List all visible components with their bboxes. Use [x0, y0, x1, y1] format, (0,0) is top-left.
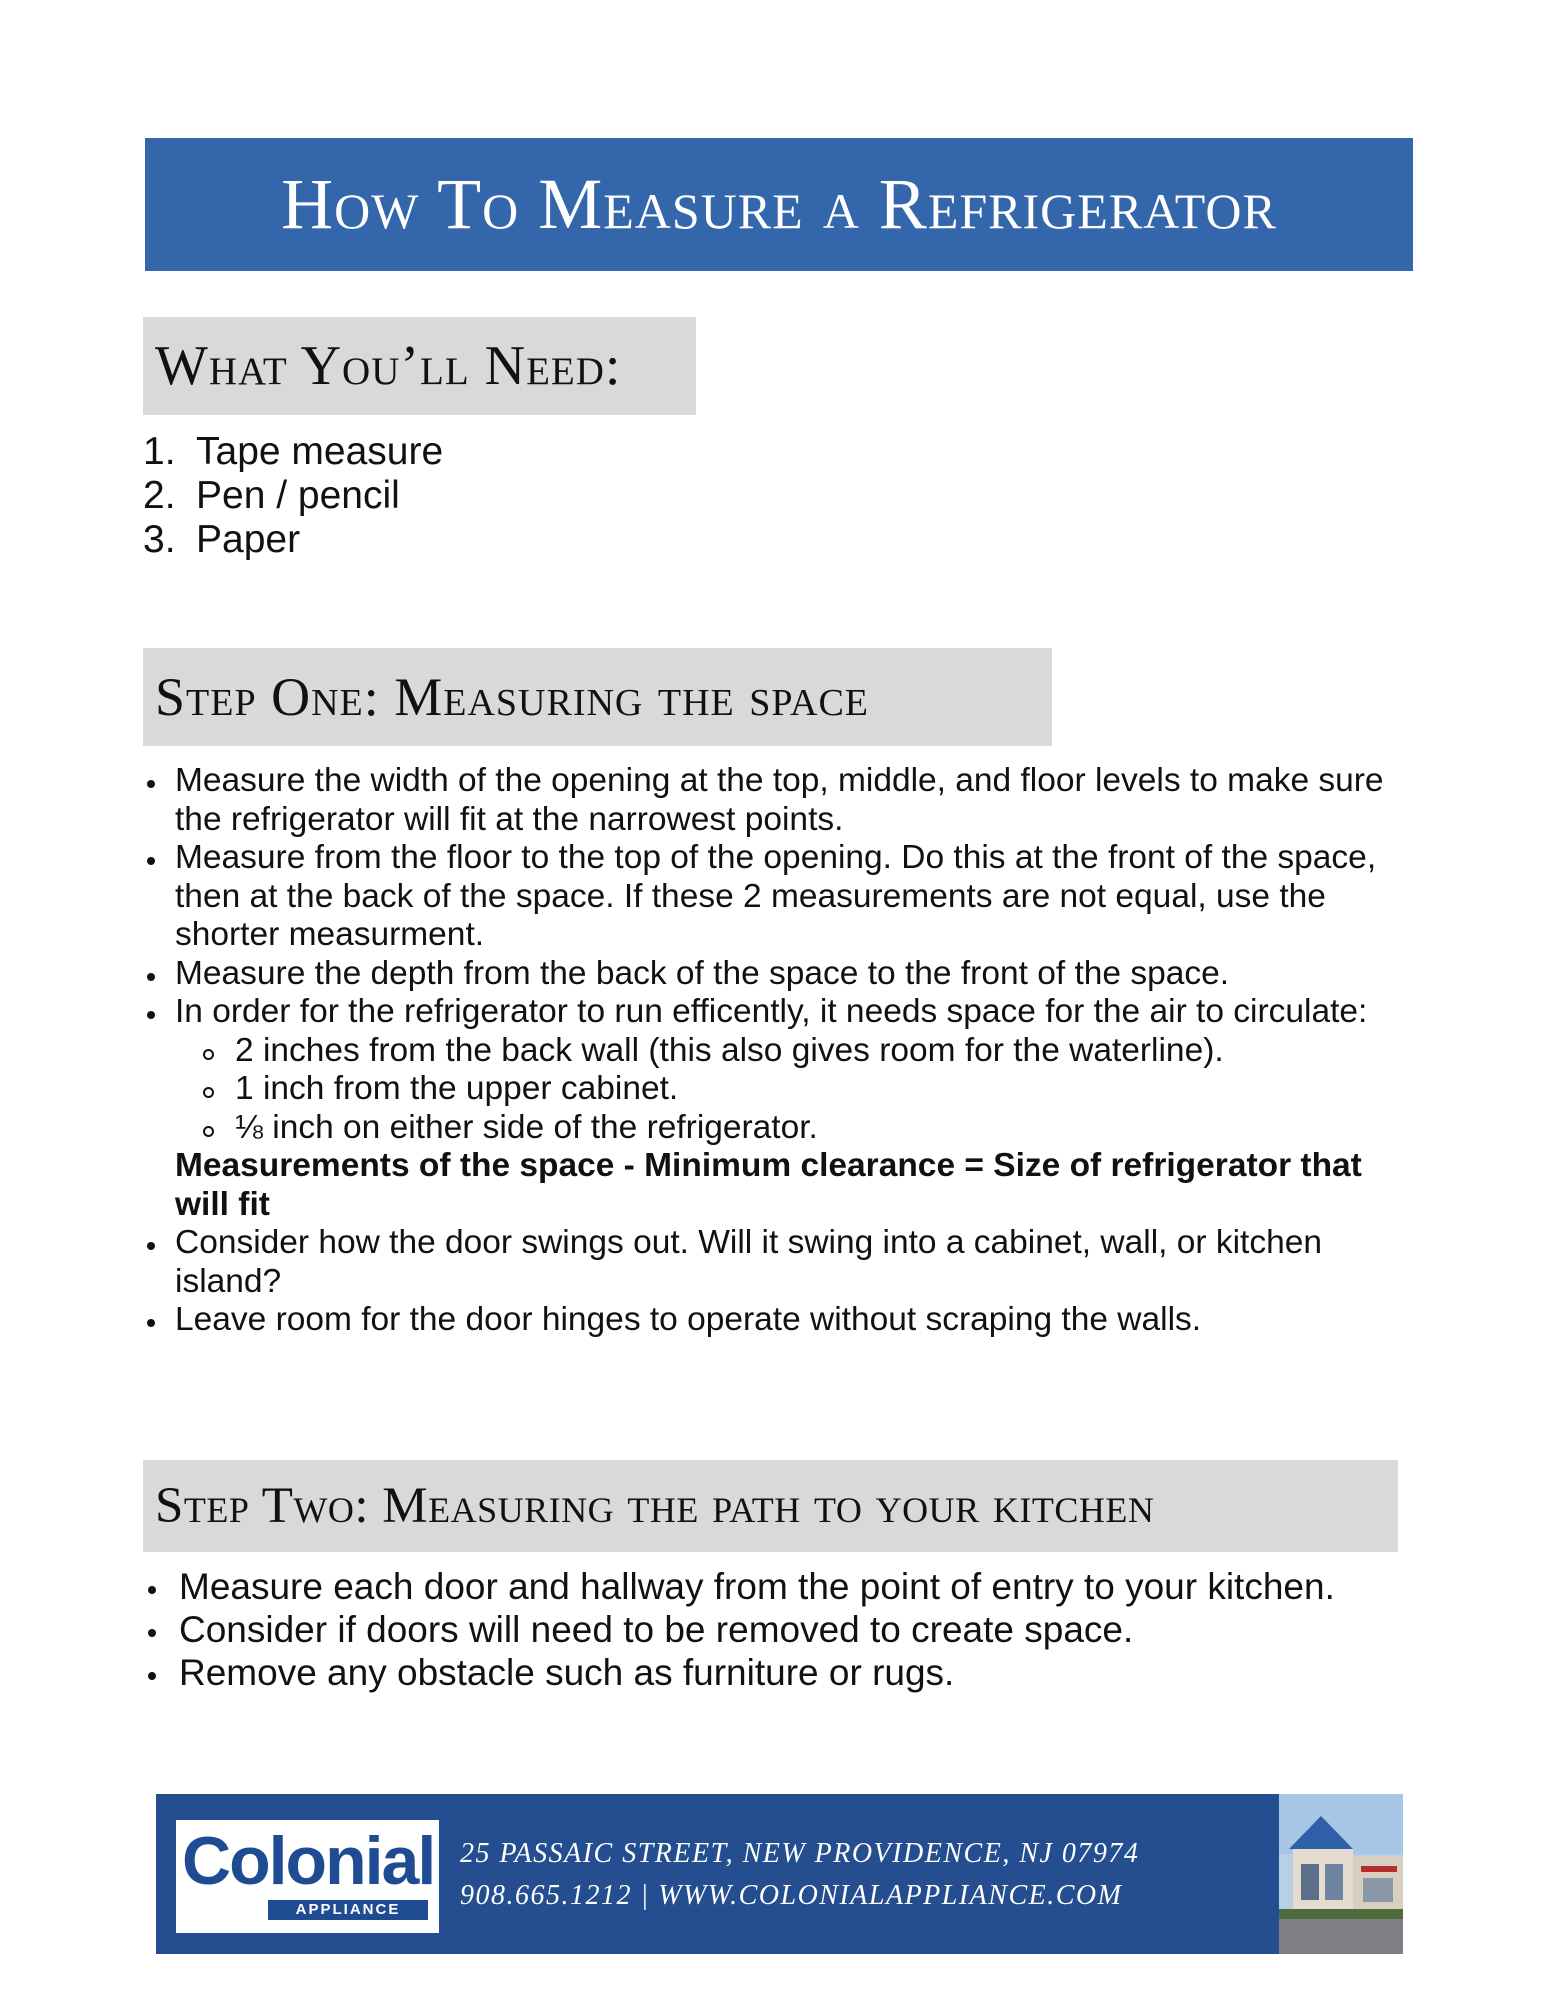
list-item: Measure the depth from the back of the space to the front of the space.: [143, 955, 1413, 994]
page-title: How To Measure a Refrigerator: [281, 164, 1277, 244]
colonial-logo: [176, 1820, 439, 1933]
step-two-heading: Step Two: Measuring the path to your kitchen: [155, 1478, 1155, 1534]
step-two-list: [143, 1565, 1413, 1694]
footer-contact: 908.665.1212 | WWW.COLONIALAPPLIANCE.COM: [460, 1880, 1123, 1911]
needs-list: [143, 430, 443, 562]
clearance-sublist: [175, 1032, 1413, 1148]
step-one-heading: Step One: Measuring the space: [155, 667, 870, 727]
step-one-heading-box: [143, 648, 1052, 746]
title-banner: [145, 138, 1413, 271]
footer-address: 25 PASSAIC STREET, NEW PROVIDENCE, NJ 07974: [460, 1838, 1140, 1869]
list-item: 3. Paper: [143, 518, 301, 561]
step-two-heading-box: [143, 1460, 1398, 1552]
list-item: Measure each door and hallway from the point of entry to your kitchen.: [143, 1565, 1413, 1608]
list-item: In order for the refrigerator to run efficently, it needs space for the air to circulate: 2 inches from the back wall (this also gives room for the waterline). 1 inch from the upper cabinet. ⅛ inch on either side of the refrigerator.: [143, 993, 1413, 1147]
logo-subtitle: APPLIANCE: [268, 1900, 428, 1920]
logo-wordmark: Colonial: [182, 1823, 435, 1899]
list-item: Leave room for the door hinges to operate without scraping the walls.: [143, 1301, 1413, 1340]
list-item: Consider how the door swings out. Will it swing into a cabinet, wall, or kitchen island?: [143, 1224, 1413, 1301]
step-one-list: [143, 762, 1413, 1340]
list-item: Measure from the floor to the top of the opening. Do this at the front of the space, then at the back of the space. If these 2 measurements are not equal, use the shorter measurment.: [143, 839, 1413, 955]
list-item: Remove any obstacle such as furniture or rugs.: [143, 1651, 1413, 1694]
list-item: 1. Tape measure: [143, 430, 444, 473]
sublist-item: 2 inches from the back wall (this also gives room for the waterline).: [175, 1032, 1413, 1071]
sublist-item: ⅛ inch on either side of the refrigerator.: [175, 1109, 1413, 1148]
needs-heading: What You’ll Need:: [155, 335, 622, 397]
footer-banner: [156, 1794, 1403, 1954]
list-item: 2. Pen / pencil: [143, 474, 400, 517]
needs-heading-box: [143, 317, 696, 415]
clearance-note: Measurements of the space - Minimum clearance = Size of refrigerator that will fit: [175, 1147, 1362, 1223]
list-item: Measure the width of the opening at the top, middle, and floor levels to make sure the refrigerator will fit at the narrowest points.: [143, 762, 1413, 839]
sublist-item: 1 inch from the upper cabinet.: [175, 1070, 1413, 1109]
store-photo-icon: [1279, 1794, 1403, 1954]
list-item: Consider if doors will need to be removed to create space.: [143, 1608, 1413, 1651]
